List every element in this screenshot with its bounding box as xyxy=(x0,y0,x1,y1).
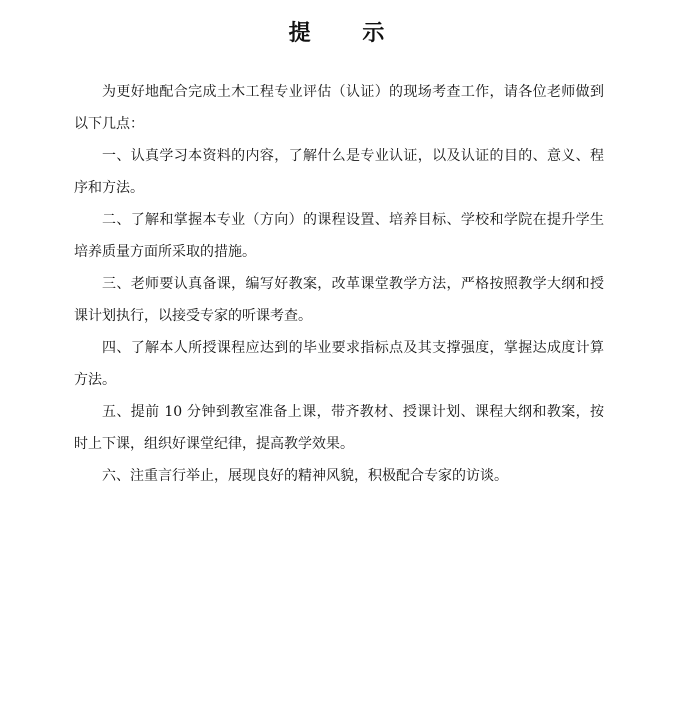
item-6-paragraph: 六、注重言行举止，展现良好的精神风貌，积极配合专家的访谈。 xyxy=(102,468,508,484)
item-2-paragraph: 二、了解和掌握本专业（方向）的课程设置、培养目标、学校和学院在提升学生培养质量方面所采取的措施。 xyxy=(74,212,604,260)
item-3-paragraph: 三、老师要认真备课，编写好教案，改革课堂教学方法，严格按照教学大纲和授课计划执行，以接受专家的听课考查。 xyxy=(74,276,604,324)
intro-paragraph: 为更好地配合完成土木工程专业评估（认证）的现场考查工作，请各位老师做到以下几点： xyxy=(74,84,604,132)
item-4-paragraph: 四、了解本人所授课程应达到的毕业要求指标点及其支撑强度，掌握达成度计算方法。 xyxy=(74,340,604,388)
document-body xyxy=(74,76,604,492)
item-1-paragraph: 一、认真学习本资料的内容，了解什么是专业认证，以及认证的目的、意义、程序和方法。 xyxy=(74,148,604,196)
page-title: 提 示 xyxy=(288,21,407,46)
item-5-paragraph: 五、提前 10 分钟到教室准备上课，带齐教材、授课计划、课程大纲和教案，按时上下课，组织好课堂纪律，提高教学效果。 xyxy=(74,404,604,452)
